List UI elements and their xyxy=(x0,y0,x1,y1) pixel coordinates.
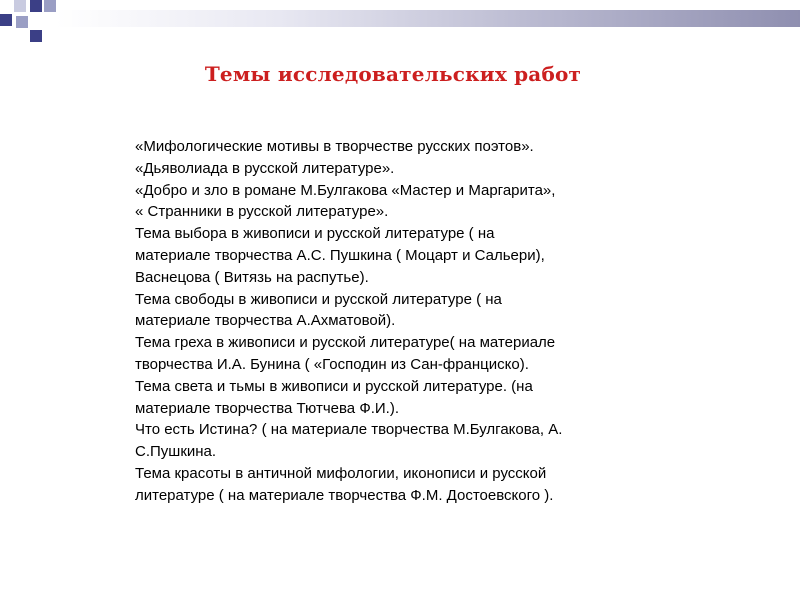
topic-line: литературе ( на материале творчества Ф.М. Достоевского ). xyxy=(135,486,554,504)
slide-title-container xyxy=(0,62,800,86)
topic-line: Тема света и тьмы в живописи и русской литературе. (на xyxy=(135,377,533,395)
topic-line: «Добро и зло в романе М.Булгакова «Мастер и Маргарита», xyxy=(135,181,556,199)
topic-line: Тема выбора в живописи и русской литературе ( на xyxy=(135,225,495,243)
topic-line: Васнецова ( Витязь на распутье). xyxy=(135,268,369,286)
decorative-square xyxy=(14,0,26,12)
topic-line: Тема свободы в живописи и русской литературе ( на xyxy=(135,290,502,308)
decorative-square xyxy=(30,0,42,12)
topic-line: материале творчества А.Ахматовой). xyxy=(135,312,396,330)
topic-line: Тема греха в живописи и русской литературе( на материале xyxy=(135,334,556,352)
topic-line: С.Пушкина. xyxy=(135,443,217,461)
header-gradient-bar xyxy=(56,10,800,27)
decorative-square xyxy=(44,0,56,12)
topic-line: Тема красоты в античной мифологии, иконописи и русской xyxy=(135,464,547,482)
topic-line: «Дьяволиада в русской литературе». xyxy=(135,159,395,177)
decorative-square xyxy=(0,14,12,26)
topic-line: материале творчества Тютчева Ф.И.). xyxy=(135,399,400,417)
decorative-square xyxy=(16,16,28,28)
topic-line: « Странники в русской литературе». xyxy=(135,203,389,221)
slide-title: Темы исследовательских работ xyxy=(204,62,582,86)
topics-list xyxy=(135,136,675,507)
topic-line: «Мифологические мотивы в творчестве русских поэтов». xyxy=(135,138,534,155)
topic-line: материале творчества А.С. Пушкина ( Моцарт и Сальери), xyxy=(135,246,545,264)
decorative-square xyxy=(30,30,42,42)
topic-line: творчества И.А. Бунина ( «Господин из Сан-франциско). xyxy=(135,355,529,373)
topic-line: Что есть Истина? ( на материале творчества М.Булгакова, А. xyxy=(135,421,563,439)
